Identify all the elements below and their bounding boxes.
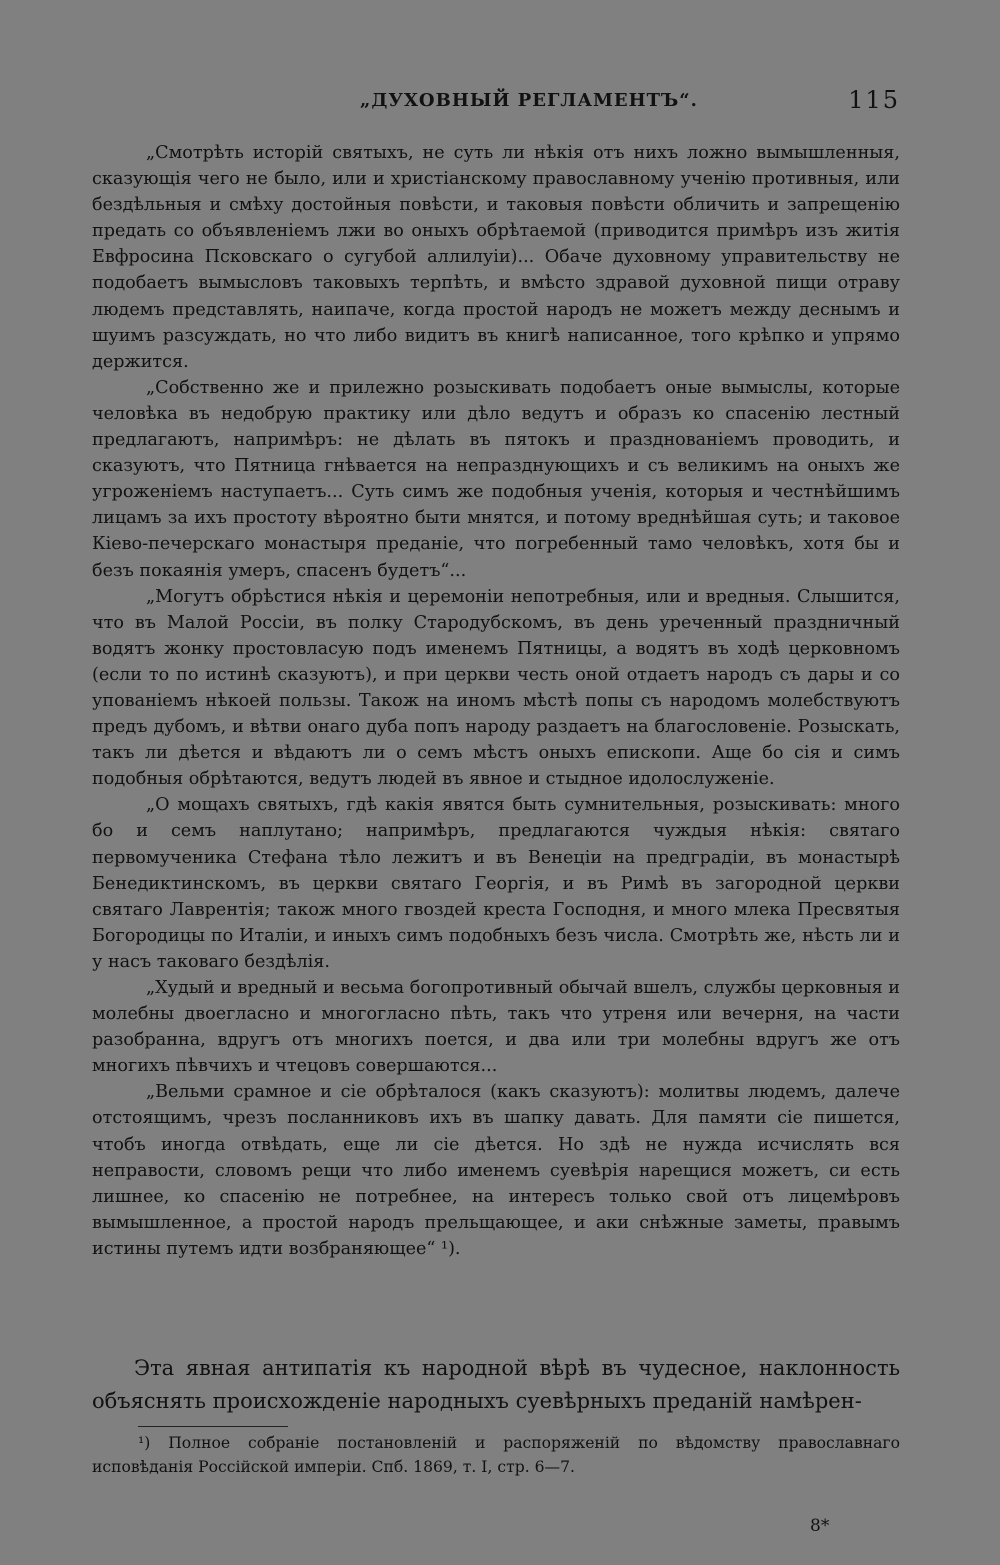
quote-paragraph: „О мощахъ святыхъ, гдѣ какія явятся быть сумнительныя, розыскивать: много бо и семъ наплутано; напримѣръ, предлагаются чуждыя нѣкія: святаго первомученика Стефана тѣло лежитъ и въ Венеціи на предградіи, въ монастырѣ Бенедиктинскомъ, въ церкви святаго Георгія, и въ Римѣ въ загородной церкви святаго Лаврентія; також много гвоздей креста Господня, и много млека Пресвятыя Богородицы по Италіи, и иныхъ симъ подобныхъ безъ числа. Смотрѣть же, нѣсть ли и у насъ таковаго бездѣлія. bbox=[92, 795, 900, 972]
running-title: „ДУХОВНЫЙ РЕГЛАМЕНТЪ“. bbox=[360, 90, 698, 111]
footnote-divider bbox=[138, 1426, 288, 1427]
footnote: ¹) Полное собраніе постановленій и распоряженій по вѣдомству православнаго исповѣданія Россійской имперіи. Спб. 1869, т. I, стр. 6—7. bbox=[92, 1434, 900, 1476]
page-header bbox=[92, 86, 900, 120]
quote-paragraph: „Могутъ обрѣстися нѣкія и церемоніи непотребныя, или и вредныя. Слышится, что въ Малой Россіи, въ полку Стародубскомъ, въ день уреченный праздничный водятъ жонку простовласую подъ именемъ Пятницы, а водятъ въ ходѣ церковномъ (если то по истинѣ сказуютъ), и при церкви честь оной отдаетъ народъ съ дары и со упованіемъ нѣкоей пользы. Також на иномъ мѣстѣ попы съ народомъ молебствуютъ предъ дубомъ, и вѣтви онаго дуба попъ народу раздаетъ на благословеніе. Розыскать, такъ ли дѣется и вѣдаютъ ли о семъ мѣстъ оныхъ епископи. Аще бо сія и симъ подобныя обрѣтаются, ведутъ людей въ явное и стыдное идолослуженіе. bbox=[92, 586, 900, 790]
quoted-regulation bbox=[92, 140, 900, 1262]
quote-paragraph: „Собственно же и прилежно розыскивать подобаетъ оные вымыслы, которые человѣка въ недобрую практику или дѣло ведутъ и образъ ко спасенію лестный предлагаютъ, напримѣръ: не дѣлать въ пятокъ и празднованіемъ проводить, и сказуютъ, что Пятница гнѣвается на непразднующихъ и съ великимъ на оныхъ же угроженіемъ наступаетъ... Суть симъ же подобныя ученія, которыя и честнѣйшимъ лицамъ за ихъ простоту вѣроятно быти мнятся, и потому вреднѣйшая суть; и таковое Кіево-печерскаго монастыря преданіе, что погребенный тамо человѣкъ, хотя бы и безъ покаянія умеръ, спасенъ будетъ“... bbox=[92, 377, 900, 581]
quote-paragraph: „Смотрѣть исторій святыхъ, не суть ли нѣкія отъ нихъ ложно вымышленныя, сказующія чего не было, или и христіанскому православному ученію противныя, или бездѣльныя и смѣху достойныя повѣсти, и таковыя повѣсти обличить и запрещенію предать со объявленіемъ лжи во оныхъ обрѣтаемой (приводится примѣръ изъ житія Евфросина Псковскаго о сугубой аллилуіи)... Обаче духовному управительству не подобаетъ вымысловъ таковыхъ терпѣть, и вмѣсто здравой духовной пищи отраву людемъ представлять, наипаче, когда простой народъ не можетъ между деснымъ и шуимъ разсуждать, но что либо видитъ въ книгѣ написанное, того крѣпко и упрямо держится. bbox=[92, 143, 900, 372]
page-number: 115 bbox=[848, 86, 900, 114]
quote-paragraph: „Худый и вредный и весьма богопротивный обычай вшелъ, службы церковныя и молебны двоегласно и многогласно пѣть, такъ что утреня или вечерня, на части разобранна, вдругъ отъ многихъ поется, и два или три молебны вдругъ же отъ многихъ пѣвчихъ и чтецовъ совершаются... bbox=[92, 978, 900, 1077]
book-page bbox=[92, 0, 900, 1565]
signature-mark: 8* bbox=[810, 1516, 830, 1536]
main-paragraph: Эта явная антипатія къ народной вѣрѣ въ чудесное, наклонность объяснять происхожденіе народныхъ суевѣрныхъ преданій намѣрен- bbox=[92, 1356, 900, 1413]
quote-paragraph: „Вельми срамное и сіе обрѣталося (какъ сказуютъ): молитвы людемъ, далече отстоящимъ, чрезъ посланниковъ ихъ въ шапку давать. Для памяти сіе пишется, чтобъ иногда отвѣдать, еще ли сіе дѣется. Но здѣ не нужда исчислять вся неправости, словомъ рещи что либо именемъ суевѣрія нарещися можетъ, си есть лишнее, ко спасенію не потребнее, на интересъ только свой отъ лицемѣровъ вымышленное, а простой народъ прельщающее, и аки снѣжные заметы, правымъ истины путемъ идти возбраняющее“ ¹). bbox=[92, 1082, 900, 1259]
